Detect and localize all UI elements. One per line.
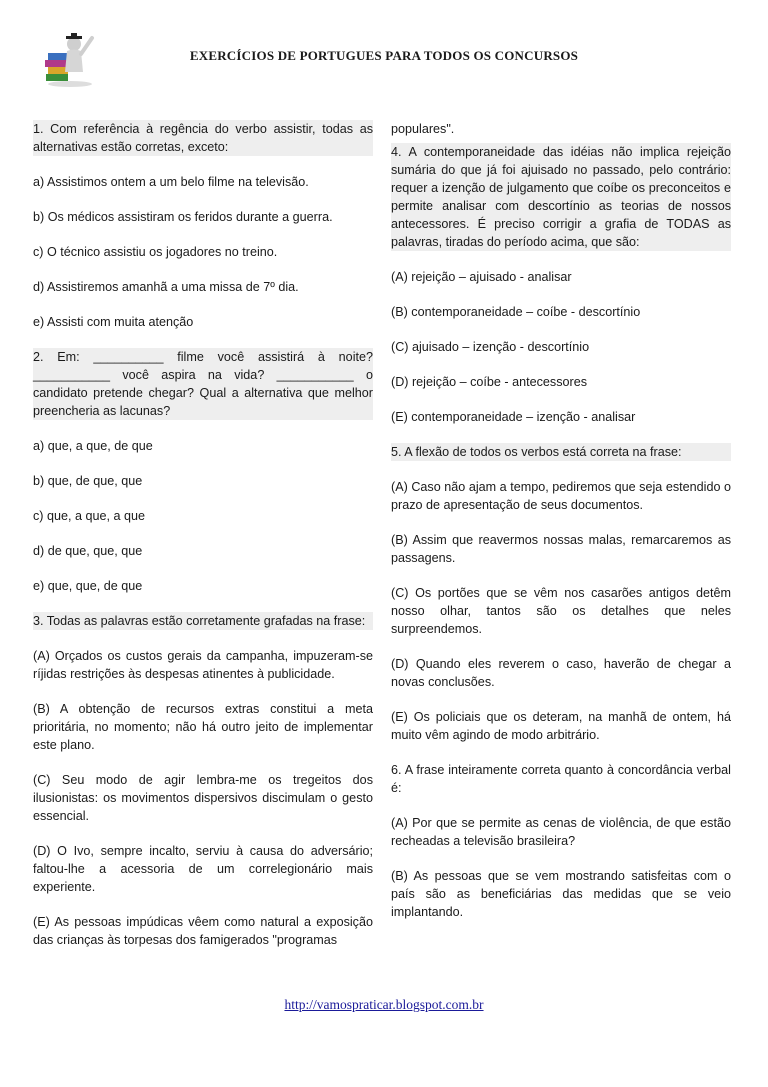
paragraph: 1. Com referência à regência do verbo assistir, todas as alternativas estão corretas, exceto: (33, 122, 373, 154)
page-header (0, 0, 768, 100)
paragraph: 6. A frase inteiramente correta quanto à concordância verbal é: (391, 763, 731, 795)
paragraph: (B) Assim que reavermos nossas malas, remarcaremos as passagens. (391, 533, 731, 565)
paragraph: (C) Seu modo de agir lembra-me os tregeitos dos ilusionistas: os movimentos dispersivos discimulam o gesto essencial. (33, 773, 373, 823)
paragraph: (B) As pessoas que se vem mostrando satisfeitas com o país são as beneficiárias das medidas que se veio implantando. (391, 869, 731, 919)
paragraph: (E) contemporaneidade – izenção - analisar (391, 410, 636, 424)
paragraph: (B) A obtenção de recursos extras constitui a meta prioritária, no momento; não há outro jeito de implementar este plano. (33, 702, 373, 752)
paragraph: c) O técnico assistiu os jogadores no treino. (33, 245, 278, 259)
paragraph: (B) contemporaneidade – coíbe - descortínio (391, 305, 641, 319)
paragraph: (E) Os policiais que os deteram, na manhã de ontem, há muito vêm agindo de modo arbitrário. (391, 710, 731, 742)
paragraph: (A) rejeição – ajuisado - analisar (391, 270, 572, 284)
paragraph: 5. A flexão de todos os verbos está correta na frase: (391, 443, 731, 461)
paragraph: b) que, de que, que (33, 474, 143, 488)
paragraph: e) Assisti com muita atenção (33, 315, 194, 329)
paragraph: (E) As pessoas impúdicas vêem como natural a exposição das crianças às torpesas dos famigerados "programas (33, 915, 373, 947)
left-column (33, 120, 373, 966)
paragraph: populares". (391, 122, 455, 136)
paragraph: c) que, a que, a que (33, 509, 146, 523)
footer (0, 997, 768, 1013)
paragraph: 2. Em: __________ filme você assistirá à noite? ___________ você aspira na vida? ___________ o candidato pretende chegar? Qual a alternativa que melhor preencheria as lacunas? (33, 350, 373, 418)
paragraph: (A) Orçados os custos gerais da campanha, impuzeram-se ríjidas restrições às despesas atinentes à publicidade. (33, 649, 373, 681)
right-column (391, 120, 731, 938)
paragraph: (D) O Ivo, sempre incalto, serviu à causa do adversário; faltou-lhe a acessoria de um correlegionário mais experiente. (33, 844, 373, 894)
paragraph: (C) ajuisado – izenção - descortínio (391, 340, 590, 354)
blog-link[interactable]: http://vamospraticar.blogspot.com.br (284, 997, 484, 1012)
paragraph: d) Assistiremos amanhã a uma missa de 7º dia. (33, 280, 299, 294)
paragraph: 4. A contemporaneidade das idéias não implica rejeição sumária do que já foi ajuisado no passado, pelo contrário: requer a izenção de julgamento que coíbe os preconceitos e permite analisar com descortínio as teorias de nossos antecessores. É preciso corrigir a grafia de TODAS as palavras, tiradas do período acima, que são: (391, 145, 731, 249)
paragraph: e) que, que, de que (33, 579, 143, 593)
paragraph: 3. Todas as palavras estão corretamente grafadas na frase: (33, 612, 373, 630)
paragraph: (C) Os portões que se vêm nos casarões antigos detêm nosso olhar, tantos são os detalhes que neles surpreendemos. (391, 586, 731, 636)
paragraph: (A) Por que se permite as cenas de violência, de que estão recheadas a televisão brasileira? (391, 816, 731, 848)
paragraph: b) Os médicos assistiram os feridos durante a guerra. (33, 210, 333, 224)
paragraph: (D) rejeição – coíbe - antecessores (391, 375, 587, 389)
paragraph: a) que, a que, de que (33, 439, 153, 453)
paragraph: d) de que, que, que (33, 544, 143, 558)
paragraph: (D) Quando eles reverem o caso, haverão de chegar a novas conclusões. (391, 657, 731, 689)
paragraph: a) Assistimos ontem a um belo filme na televisão. (33, 175, 309, 189)
paragraph: (A) Caso não ajam a tempo, pediremos que seja estendido o prazo de apresentação de seus documentos. (391, 480, 731, 512)
page-title: EXERCÍCIOS DE PORTUGUES PARA TODOS OS CONCURSOS (189, 48, 579, 63)
